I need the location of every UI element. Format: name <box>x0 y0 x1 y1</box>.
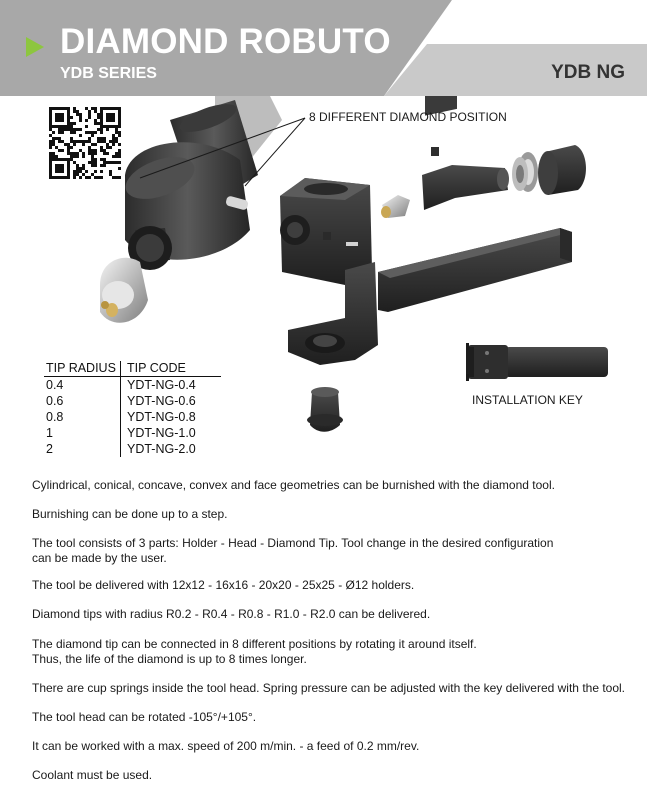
tip-code-header: TIP CODE <box>121 361 222 377</box>
tip-code-cell: YDT-NG-0.4 <box>127 377 196 392</box>
diamond-position-label: 8 DIFFERENT DIAMOND POSITION <box>309 110 507 124</box>
tip-radius-cell: 0.4 <box>44 377 121 394</box>
installation-key <box>466 343 608 381</box>
tip-code-cell: YDT-NG-0.8 <box>127 409 196 424</box>
tip-table-header-row <box>44 361 221 377</box>
tip-table <box>44 361 221 457</box>
tip-code-cell: YDT-NG-0.6 <box>127 393 196 408</box>
paragraph-step: Burnishing can be done up to a step. <box>32 507 228 521</box>
tool-closeup <box>100 96 282 323</box>
play-arrow-icon <box>24 36 46 58</box>
tip-radius-cell: 0.8 <box>44 409 121 425</box>
paragraph-springs: There are cup springs inside the tool head. Spring pressure can be adjusted with the key delivered with the tool. <box>32 681 626 695</box>
page-title: DIAMOND ROBUTO <box>60 22 391 61</box>
table-row <box>44 377 221 394</box>
tip-radius-header: TIP RADIUS <box>44 361 121 377</box>
installation-key-label: INSTALLATION KEY <box>472 393 583 407</box>
paragraph-coolant: Coolant must be used. <box>32 768 153 782</box>
table-row <box>44 441 221 457</box>
tip-radius-cell: 1 <box>44 425 121 441</box>
paragraph-holders: The tool be delivered with 12x12 - 16x16 - 20x20 - 25x25 - Ø12 holders. <box>32 578 415 592</box>
paragraph-rotation: The tool head can be rotated -105°/+105°. <box>32 710 257 724</box>
product-code: YDB NG <box>551 62 625 83</box>
tip-radius-cell: 2 <box>44 441 121 457</box>
paragraph-geometries: Cylindrical, conical, concave, convex and face geometries can be burnished with the diamond tool. <box>32 478 555 492</box>
table-row <box>44 409 221 425</box>
tip-code-cell: YDT-NG-2.0 <box>127 441 196 456</box>
paragraph-parts: The tool consists of 3 parts: Holder - Head - Diamond Tip. Tool change in the desired configuration can be made by the user. <box>32 536 554 565</box>
exploded-assembly <box>280 96 586 432</box>
paragraph-speed-feed: It can be worked with a max. speed of 200 m/min. - a feed of 0.2 mm/rev. <box>32 739 420 753</box>
tip-code-cell: YDT-NG-1.0 <box>127 425 196 440</box>
paragraph-positions: The diamond tip can be connected in 8 different positions by rotating it around itself. Thus, the life of the diamond is up to 8 times longer. <box>32 637 477 666</box>
paragraph-tip-radius: Diamond tips with radius R0.2 - R0.4 - R0.8 - R1.0 - R2.0 can be delivered. <box>32 607 431 621</box>
series-subtitle: YDB SERIES <box>60 65 157 82</box>
tip-radius-cell: 0.6 <box>44 393 121 409</box>
table-row <box>44 393 221 409</box>
table-row <box>44 425 221 441</box>
